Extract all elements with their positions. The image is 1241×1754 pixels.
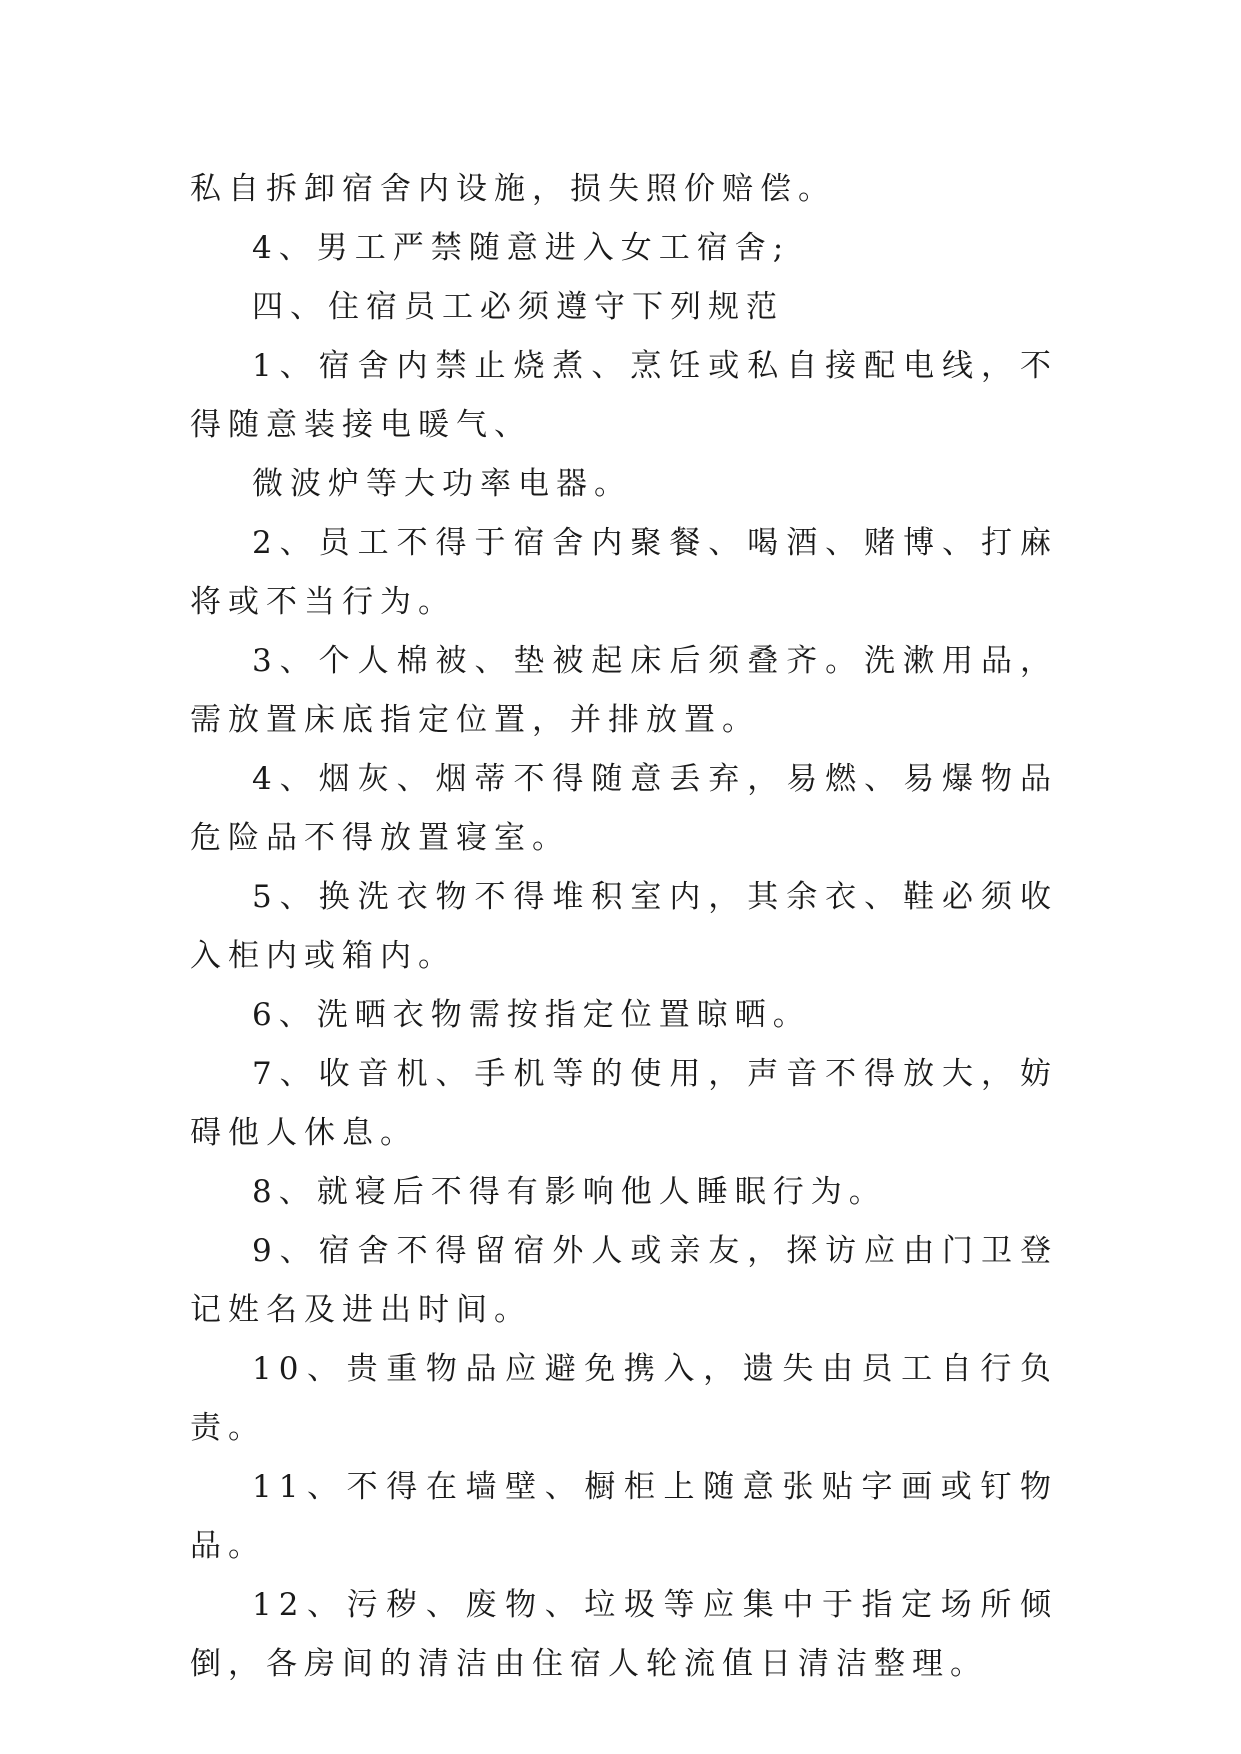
paragraph-rule-6-drying: 6、洗晒衣物需按指定位置晾晒。: [252, 997, 811, 1033]
paragraph-rule-4-smoking: 4、烟灰、烟蒂不得随意丢弃，易燃、易爆物品危险品不得放置寝室。: [190, 761, 1058, 856]
document-body: [190, 160, 1058, 1694]
paragraph-rule-4-male-workers: 4、男工严禁随意进入女工宿舍;: [252, 230, 791, 266]
paragraph-rule-3-bedding: 3、个人棉被、垫被起床后须叠齐。洗漱用品，需放置床底指定位置，并排放置。: [190, 643, 1058, 738]
paragraph-rule-12-cleaning: 12、污秽、废物、垃圾等应集中于指定场所倾倒，各房间的清洁由住宿人轮流值日清洁整理。: [190, 1587, 1058, 1682]
paragraph-rule-1-cooking: 1、宿舍内禁止烧煮、烹饪或私自接配电线，不得随意装接电暖气、: [190, 348, 1058, 443]
section-heading-four: 四、住宿员工必须遵守下列规范: [252, 289, 784, 325]
paragraph-rule-1-appliances: 微波炉等大功率电器。: [252, 466, 632, 502]
paragraph-continuation: 私自拆卸宿舍内设施，损失照价赔偿。: [190, 171, 836, 207]
paragraph-rule-9-visitors: 9、宿舍不得留宿外人或亲友，探访应由门卫登记姓名及进出时间。: [190, 1233, 1058, 1328]
paragraph-rule-5-laundry: 5、换洗衣物不得堆积室内，其余衣、鞋必须收入柜内或箱内。: [190, 879, 1058, 974]
paragraph-rule-10-valuables: 10、贵重物品应避免携入，遗失由员工自行负责。: [190, 1351, 1058, 1446]
paragraph-rule-7-noise: 7、收音机、手机等的使用，声音不得放大，妨碍他人休息。: [190, 1056, 1058, 1151]
paragraph-rule-8-sleep: 8、就寝后不得有影响他人睡眠行为。: [252, 1174, 887, 1210]
paragraph-rule-2-gathering: 2、员工不得于宿舍内聚餐、喝酒、赌博、打麻将或不当行为。: [190, 525, 1058, 620]
paragraph-rule-11-walls: 11、不得在墙壁、橱柜上随意张贴字画或钉物品。: [190, 1469, 1058, 1564]
